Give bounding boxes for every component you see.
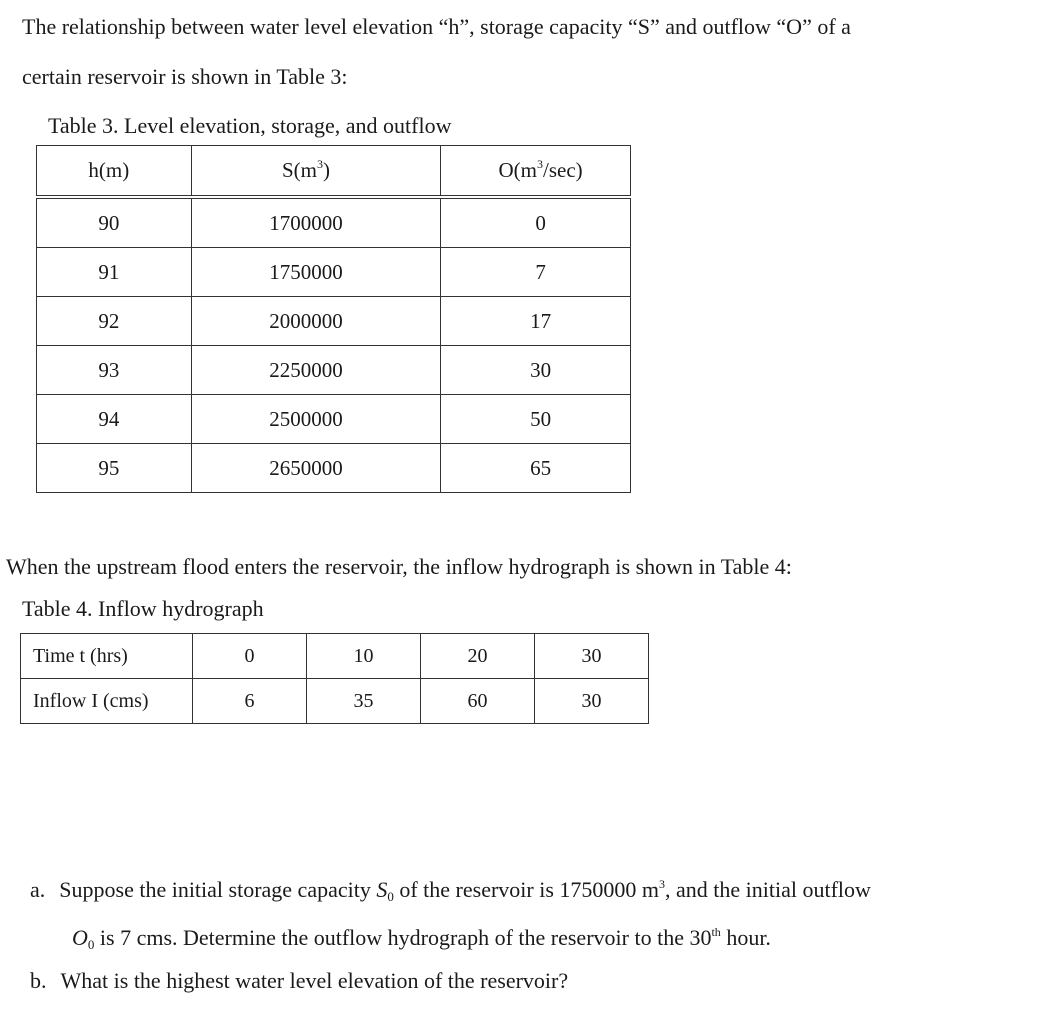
cell-s: 2650000 bbox=[269, 455, 343, 480]
cell-s: 1750000 bbox=[269, 259, 343, 284]
intro-line-2: certain reservoir is shown in Table 3: bbox=[22, 64, 348, 89]
cell-o: 30 bbox=[530, 357, 552, 382]
question-a-marker: a. bbox=[30, 877, 46, 902]
cell-s: 2250000 bbox=[269, 357, 343, 382]
inflow-value: 60 bbox=[421, 679, 535, 724]
cell-o: 50 bbox=[530, 406, 552, 431]
table4-time-row bbox=[21, 634, 649, 679]
time-value: 30 bbox=[535, 634, 649, 679]
table4-inflow-hydrograph bbox=[20, 633, 649, 724]
table-row bbox=[37, 444, 631, 493]
cell-o: 7 bbox=[535, 259, 546, 284]
time-value: 0 bbox=[193, 634, 307, 679]
inflow-value: 35 bbox=[307, 679, 421, 724]
time-value: 20 bbox=[421, 634, 535, 679]
cell-s: 1700000 bbox=[269, 210, 343, 235]
cell-s: 2500000 bbox=[269, 406, 343, 431]
question-a-continued: $O_0$ is 7 cms. Determine the outflow hydrograph of the reservoir to the 30th hour. bbox=[72, 925, 771, 952]
table3-header-row bbox=[37, 146, 631, 198]
table3-caption: Table 3. Level elevation, storage, and outflow bbox=[48, 113, 452, 138]
cell-h: 90 bbox=[98, 210, 120, 235]
question-b: b. What is the highest water level elevation of the reservoir? bbox=[30, 968, 569, 993]
cell-s: 2000000 bbox=[269, 308, 343, 333]
table-row bbox=[37, 297, 631, 346]
table-row bbox=[37, 197, 631, 248]
cell-h: 91 bbox=[98, 259, 120, 284]
header-o: $O(m^3/\sec)$ bbox=[441, 146, 631, 198]
inflow-value: 30 bbox=[535, 679, 649, 724]
table4-inflow-row bbox=[21, 679, 649, 724]
cell-h: 94 bbox=[98, 406, 120, 431]
cell-h: 93 bbox=[98, 357, 120, 382]
cell-o: 65 bbox=[530, 455, 552, 480]
cell-h: 95 bbox=[98, 455, 120, 480]
table4-caption: Table 4. Inflow hydrograph bbox=[22, 596, 264, 621]
header-s: $S(m^3)$ bbox=[191, 146, 441, 198]
question-b-marker: b. bbox=[30, 968, 47, 993]
time-label: Time t (hrs) bbox=[21, 634, 193, 679]
header-h: h(m) bbox=[37, 146, 192, 198]
cell-h: 92 bbox=[98, 308, 120, 333]
cell-o: 0 bbox=[535, 210, 546, 235]
table-row bbox=[37, 395, 631, 444]
intro-line-1: The relationship between water level elevation “h”, storage capacity “S” and outflow “O” of a bbox=[22, 14, 851, 39]
inflow-value: 6 bbox=[193, 679, 307, 724]
paragraph-inflow-intro: When the upstream flood enters the reservoir, the inflow hydrograph is shown in Table 4: bbox=[6, 554, 792, 579]
inflow-label: Inflow I (cms) bbox=[21, 679, 193, 724]
table3-elevation-storage-outflow bbox=[36, 145, 631, 493]
table-row bbox=[37, 248, 631, 297]
table-row bbox=[37, 346, 631, 395]
cell-o: 17 bbox=[530, 308, 552, 333]
question-a: a. Suppose the initial storage capacity $S_0$ of the reservoir is 1750000 $m^3$, and the initial outflow bbox=[30, 877, 871, 904]
time-value: 10 bbox=[307, 634, 421, 679]
